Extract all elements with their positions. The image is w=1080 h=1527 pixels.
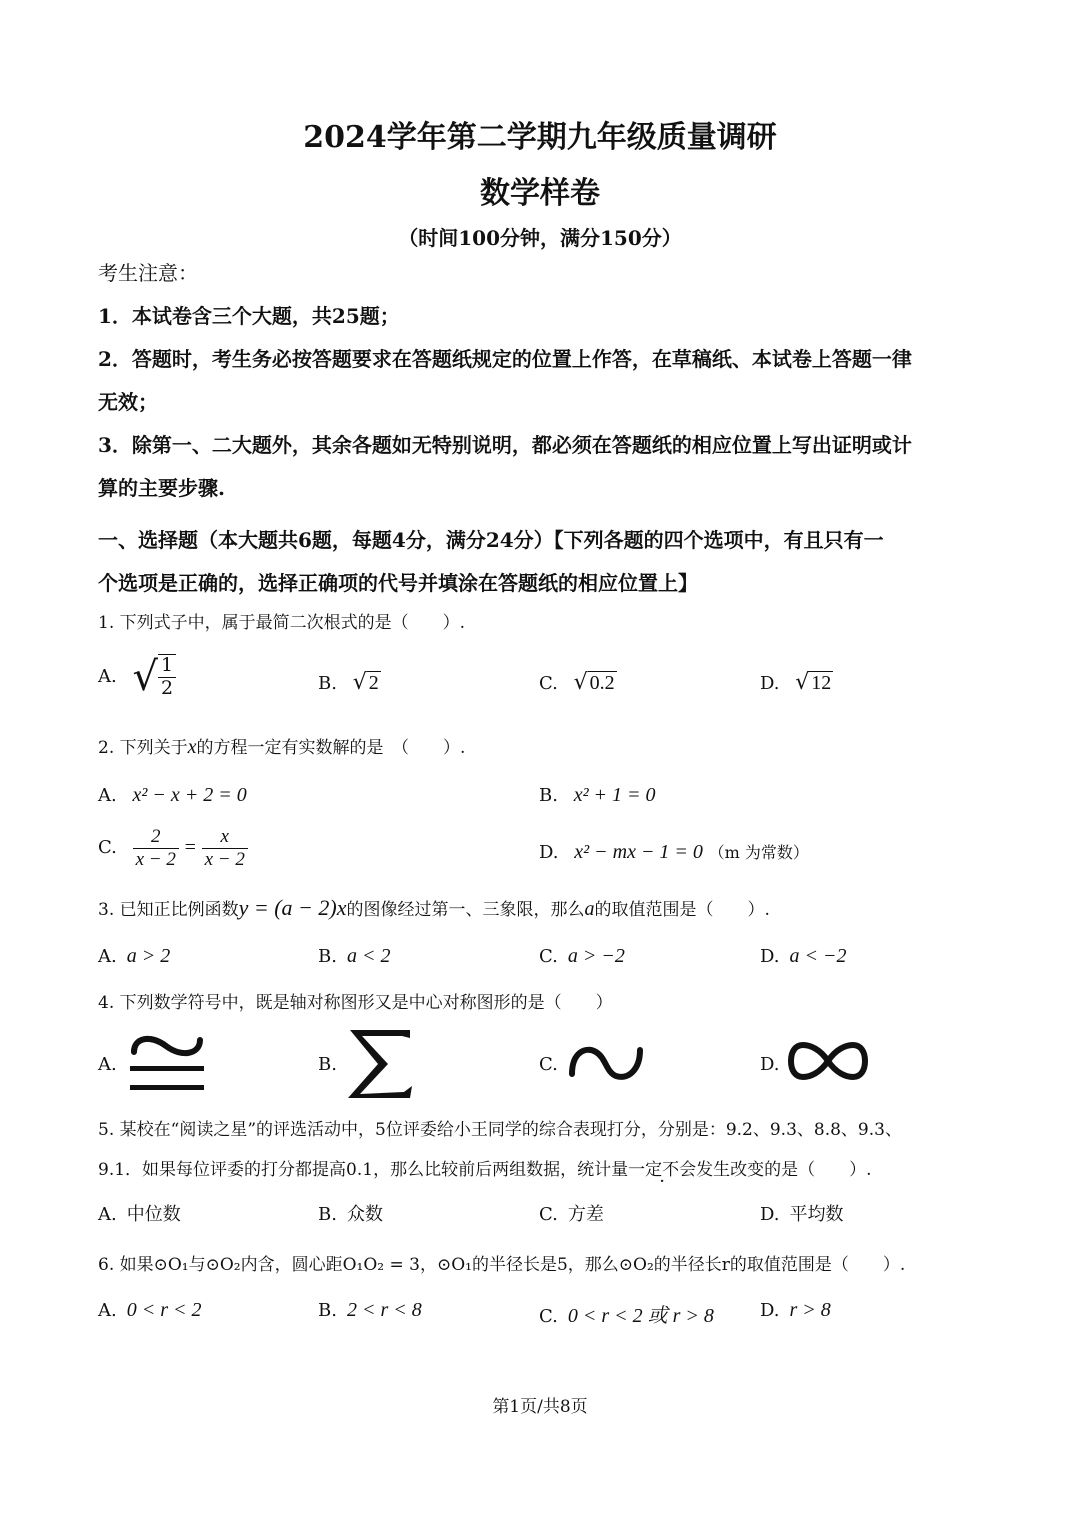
- option-label: A.: [98, 946, 117, 967]
- question-2-option-b: B. x² + 1 = 0: [539, 784, 656, 806]
- radical-sign: √: [352, 670, 367, 695]
- option-label: B.: [318, 946, 337, 967]
- question-5-option-b: B. 众数: [318, 1204, 383, 1225]
- option-label: B.: [539, 785, 558, 806]
- section1-line1: 一、选择题（本大题共6题，每题4分，满分24分）【下列各题的四个选项中，有且只有一: [98, 528, 884, 552]
- question-1-option-b: B. √ 2: [318, 670, 379, 695]
- question-6-option-b: B. 2 < r < 8: [318, 1299, 422, 1321]
- question-5-option-a: A. 中位数: [98, 1204, 181, 1225]
- fraction: $\frac{x}{x - 2}$: [202, 826, 248, 871]
- option-label: B.: [318, 1204, 337, 1225]
- infinity-symbol-loop: [791, 1045, 865, 1077]
- exam-title: 2024学年第二学期九年级质量调研: [303, 120, 777, 155]
- question-1-option-c: C. √ 0.2: [539, 670, 615, 695]
- option-label: C.: [539, 673, 558, 694]
- option-label: C.: [539, 1306, 558, 1327]
- question-3-option-d: D. a < −2: [760, 945, 847, 967]
- similar-symbol-icon: [566, 1040, 646, 1084]
- option-note: （m 为常数）: [708, 843, 809, 862]
- infinity-symbol-icon: [788, 1040, 868, 1082]
- section1-heading: [98, 519, 998, 605]
- question-1-option-a: [98, 654, 176, 700]
- option-label: D.: [760, 673, 780, 694]
- option-label: C.: [539, 946, 558, 967]
- question-5-option-d: D. 平均数: [760, 1204, 844, 1225]
- question-1-option-d: D. √ 12: [760, 670, 832, 695]
- note-item: 3．除第一、二大题外，其余各题如无特别说明，都必须在答题纸的相应位置上写出证明或计: [98, 433, 912, 457]
- note-item: 无效；: [98, 390, 158, 414]
- notes-block: [98, 252, 998, 510]
- question-1-stem: 1. 下列式子中，属于最简二次根式的是（ ）.: [98, 613, 466, 633]
- question-2-stem: 2. 下列关于x的方程一定有实数解的是 （ ）.: [98, 736, 466, 758]
- question-4-label-c: C.: [539, 1054, 558, 1075]
- radical-sign: √: [795, 670, 810, 695]
- question-4-label-d: D.: [760, 1054, 780, 1075]
- option-label: A.: [98, 1204, 117, 1225]
- option-label: D.: [760, 946, 780, 967]
- question-4-label-a: A.: [98, 1054, 117, 1075]
- question-5-option-c: C. 方差: [539, 1204, 604, 1225]
- radical-sign: √: [573, 670, 588, 695]
- exam-time-info: （时间100分钟，满分150分）: [398, 226, 682, 250]
- option-label: B.: [318, 1300, 337, 1321]
- section1-line2: 个选项是正确的，选择正确项的代号并填涂在答题纸的相应位置上】: [98, 571, 698, 595]
- notes-heading: 考生注意：: [98, 261, 198, 285]
- option-label: A.: [98, 1300, 117, 1321]
- question-2-option-a: A. x² − x + 2 = 0: [98, 784, 247, 806]
- question-6-option-c: C. 0 < r < 2 或 r > 8: [539, 1305, 714, 1327]
- fraction: $\frac{2}{x - 2}$: [133, 826, 179, 871]
- question-6-option-d: D. r > 8: [760, 1299, 831, 1321]
- fraction-one-half: $\frac{1}{2}$: [158, 654, 176, 700]
- option-label: D.: [760, 1204, 780, 1225]
- option-label: A.: [98, 785, 117, 806]
- similar-symbol-curve: [572, 1050, 640, 1077]
- congruent-symbol-icon: [126, 1030, 208, 1096]
- question-4-stem: 4. 下列数学符号中，既是轴对称图形又是中心对称图形的是（ ）: [98, 993, 613, 1013]
- option-label: C.: [539, 1204, 558, 1225]
- radical-sign: √: [132, 654, 158, 700]
- question-6-stem: 6. 如果⊙O₁与⊙O₂内含，圆心距O₁O₂ = 3，⊙O₁的半径长是5，那么⊙O₂的半径长r的取值范围是（ ）.: [98, 1255, 906, 1275]
- question-6-option-a: A. 0 < r < 2: [98, 1299, 202, 1321]
- option-label: C.: [98, 837, 117, 859]
- summation-symbol-icon: [346, 1028, 414, 1100]
- question-4-label-b: B.: [318, 1054, 337, 1075]
- question-5-line1: 5. 某校在“阅读之星”的评选活动中，5位评委给小王同学的综合表现打分，分别是：9.2、9.3、8.8、9.3、: [98, 1120, 902, 1140]
- page-number: 第1页/共8页: [492, 1397, 588, 1417]
- option-label: D.: [760, 1300, 780, 1321]
- question-5-line2: 9.1．如果每位评委的打分都提高0.1，那么比较前后两组数据，统计量一定不会发生改变的是（ ）.: [98, 1160, 872, 1180]
- option-label: B.: [318, 673, 337, 694]
- exam-subtitle: 数学样卷: [480, 176, 600, 211]
- question-3-stem: 3. 已知正比例函数y = (a − 2)x的图像经过第一、三象限，那么a的取值范围是（ ）.: [98, 895, 770, 920]
- question-3-option-c: C. a > −2: [539, 945, 625, 967]
- congruent-symbol-wave-left: [134, 1039, 166, 1052]
- note-item: 1．本试卷含三个大题，共25题；: [98, 304, 400, 328]
- question-2-option-d: D. x² − mx − 1 = 0 （m 为常数）: [539, 841, 809, 863]
- question-3-option-a: A. a > 2: [98, 945, 171, 967]
- question-3-option-b: B. a < 2: [318, 945, 391, 967]
- note-item: 算的主要步骤.: [98, 476, 225, 500]
- congruent-symbol-bar-top: [130, 1066, 204, 1071]
- congruent-symbol-bar-bottom: [130, 1085, 204, 1090]
- emphasis-dotted-text: 一定不会: [628, 1160, 697, 1180]
- summation-symbol-shape: [348, 1030, 412, 1098]
- option-label: D.: [539, 842, 559, 863]
- option-label: A.: [98, 666, 117, 687]
- question-2-option-c: C. $\frac{2}{x - 2}$ = $\frac{x}{x - 2}$: [98, 826, 248, 871]
- note-item: 2．答题时，考生务必按答题要求在答题纸规定的位置上作答，在草稿纸、本试卷上答题一律: [98, 347, 912, 371]
